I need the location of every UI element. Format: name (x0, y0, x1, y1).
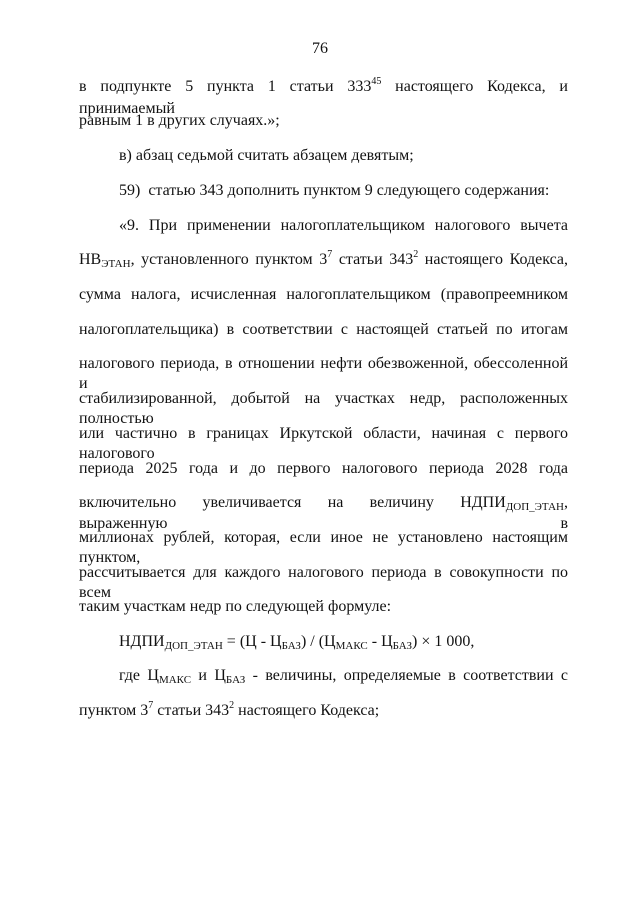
text-line: пунктом $3^7$ статьи $343^2$ настоящего Кодекса; (79, 700, 380, 719)
text-line: в подпункте 5 пункта 1 статьи $333^{45}$ настоящего Кодекса, и принимаемый (79, 76, 568, 117)
text-line: налогоплательщика) в соответствии с настоящей статьей по итогам (79, 321, 568, 338)
text-line: периода 2025 года и до первого налогового периода 2028 года (79, 460, 568, 477)
text-line: «9. При применении налогоплательщиком налогового вычета (119, 217, 568, 234)
text-line: где $Ц_{МАКС}$ и $Ц_{БАЗ}$ - величины, определяемые в соответствии с (119, 667, 569, 686)
text-line: $НВ_{ЭТАН}$, установленного пунктом $3^7$ статьи $343^2$ настоящего Кодекса, (79, 249, 568, 270)
text-line: налогового периода, в отношении нефти обезвоженной, обессоленной и (79, 355, 568, 392)
text-line: 59) статью 343 дополнить пунктом 9 следующего содержания: (119, 182, 550, 199)
text-line: или частично в границах Иркутской области, начиная с первого налогового (79, 425, 568, 462)
text-line: сумма налога, исчисленная налогоплательщиком (правопреемником (79, 286, 568, 303)
text-line: в) абзац седьмой считать абзацем девятым; (119, 147, 414, 164)
text-line: рассчитывается для каждого налогового периода в совокупности по всем (79, 564, 568, 601)
text-line: стабилизированной, добытой на участках недр, расположенных полностью (79, 390, 568, 427)
text-line: равным 1 в других случаях.»; (79, 112, 280, 129)
text-line: миллионах рублей, которая, если иное не установлено настоящим пунктом, (79, 529, 568, 566)
formula: $НДПИ_{ДОП\_ЭТАН} = (Ц - Ц_{БАЗ}) / (Ц_{МАКС} - Ц_{БАЗ}) \times 1$ 000, (119, 633, 475, 652)
page-number: 76 (312, 40, 328, 57)
text-line: таким участкам недр по следующей формуле: (79, 598, 392, 615)
text-line: включительно увеличивается на величину $НДПИ_{ДОП\_ЭТАН}$, выраженную в (79, 494, 568, 532)
